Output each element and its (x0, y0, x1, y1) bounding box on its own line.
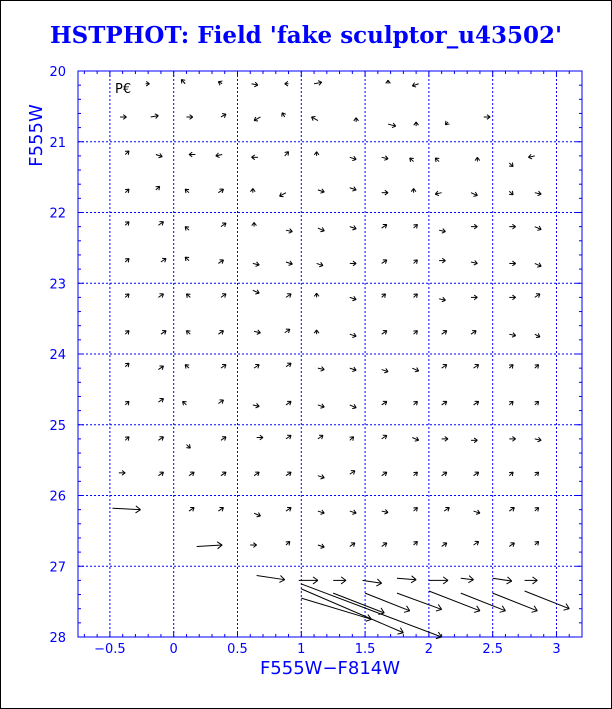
vector-arrow (474, 401, 479, 405)
vector-arrow (439, 229, 445, 234)
x-tick-label: 0 (169, 642, 178, 657)
vector-arrow (301, 598, 371, 621)
vector-arrow (413, 472, 417, 476)
vector-arrow (185, 365, 189, 369)
vector-arrow (535, 226, 541, 230)
vector-arrow (317, 262, 323, 266)
vector-arrow (509, 295, 515, 300)
vector-arrow (185, 227, 189, 231)
vector-arrow (221, 294, 226, 298)
vector-arrow (257, 575, 285, 582)
vector-arrow (197, 542, 223, 549)
vector-arrow (350, 510, 356, 514)
vector-arrow (185, 257, 189, 261)
vector-arrow (382, 401, 387, 405)
vector-arrow (186, 115, 192, 120)
vector-arrow (354, 118, 359, 122)
vector-arrow (435, 158, 439, 162)
vector-arrow (286, 435, 291, 439)
chart-title: HSTPHOT: Field 'fake sculptor_u43502' (49, 22, 563, 49)
vector-arrow (413, 294, 417, 298)
vector-arrow (158, 437, 163, 441)
vector-arrow (125, 363, 129, 367)
vector-arrow (413, 401, 417, 405)
vector-arrow (161, 258, 166, 262)
vector-arrow (414, 122, 419, 126)
vector-arrow (535, 294, 540, 298)
vector-arrow (474, 510, 480, 514)
y-tick-label: 22 (49, 206, 66, 222)
vector-arrow (181, 79, 185, 83)
vector-arrow (185, 189, 189, 193)
vector-arrow (112, 506, 140, 513)
y-tick-label: 20 (49, 65, 66, 80)
vector-arrow (253, 262, 259, 267)
vector-arrow (365, 593, 410, 612)
vector-arrow (218, 189, 223, 193)
vector-arrow (471, 438, 477, 443)
vector-arrow (509, 365, 513, 369)
vector-arrow (146, 81, 150, 86)
vector-arrow (218, 400, 223, 404)
vector-arrow (350, 187, 356, 191)
vector-arrow (382, 294, 386, 298)
vector-arrow (382, 190, 388, 195)
vector-arrow (301, 589, 403, 634)
vector-arrow (411, 188, 416, 192)
vector-arrow (461, 576, 474, 583)
vector-arrow (286, 541, 290, 545)
vector-arrow (254, 330, 260, 335)
vector-arrow (471, 295, 477, 300)
vector-arrow (445, 121, 449, 125)
vector-arrow (333, 593, 384, 614)
vector-arrow (161, 331, 166, 335)
y-tick-label: 28 (49, 631, 66, 646)
vector-arrow (318, 367, 324, 372)
vector-arrow (528, 154, 534, 159)
vector-arrow (350, 261, 356, 266)
vector-arrow (382, 224, 387, 228)
vector-arrow (535, 541, 539, 545)
vector-arrow (509, 401, 513, 405)
vector-arrow (475, 157, 480, 161)
vector-arrow (439, 258, 445, 263)
vector-arrow (412, 368, 418, 372)
vector-arrow (119, 471, 125, 476)
vector-arrow (156, 186, 160, 190)
vector-arrow (254, 365, 259, 369)
vector-arrow (471, 192, 477, 196)
vector-arrow (509, 507, 514, 511)
y-tick-label: 23 (49, 277, 66, 293)
vector-arrow (189, 507, 194, 511)
vector-arrow (382, 368, 388, 372)
vector-arrow (535, 401, 539, 405)
vector-arrow (350, 471, 355, 475)
vector-arrow (318, 189, 324, 193)
vector-arrow (186, 294, 190, 298)
vector-arrow (509, 261, 515, 266)
vector-arrow (282, 113, 286, 117)
vector-arrow (285, 81, 289, 86)
vector-arrow (318, 544, 324, 548)
vector-arrow (125, 258, 129, 262)
vector-arrow (509, 163, 513, 167)
vector-arrow (535, 472, 539, 476)
vector-arrow (286, 363, 291, 367)
vector-arrow (254, 472, 259, 476)
vector-arrow (158, 294, 163, 298)
vector-arrow (318, 510, 324, 514)
vector-arrow (125, 151, 129, 155)
vector-arrow (158, 222, 163, 226)
vector-arrow (183, 401, 187, 405)
vector-arrow (286, 401, 291, 405)
x-tick-label: 2 (424, 642, 434, 657)
vector-arrow (509, 472, 513, 476)
vector-arrow (525, 591, 570, 610)
vector-arrow (413, 260, 417, 264)
vector-arrow (382, 472, 387, 476)
vector-arrow (382, 260, 387, 264)
vector-arrow (388, 123, 396, 128)
vector-arrow (250, 188, 255, 192)
vector-arrow (151, 114, 159, 119)
vector-arrows (112, 79, 569, 638)
vector-arrow (125, 401, 129, 405)
vector-arrow (253, 290, 259, 294)
x-tick-label: 1 (297, 642, 306, 657)
vector-arrow (253, 403, 259, 408)
vector-arrow (299, 577, 318, 584)
vector-arrow (471, 331, 476, 335)
vector-arrow (286, 261, 292, 265)
vector-arrow (125, 437, 129, 441)
vector-arrow (442, 331, 447, 335)
vector-arrow (386, 80, 391, 84)
vector-arrow (350, 543, 355, 547)
vector-arrow (218, 81, 222, 85)
vector-arrow (286, 507, 291, 511)
vector-arrow (286, 472, 291, 476)
vector-arrow (412, 83, 418, 87)
vector-arrow (318, 475, 324, 479)
vector-arrow (350, 367, 356, 371)
vector-arrow (442, 401, 447, 405)
vector-arrow (314, 152, 319, 156)
vector-arrow (350, 437, 354, 441)
vector-arrow (218, 507, 223, 511)
vector-arrow (382, 509, 388, 514)
x-tick-label: 1.5 (354, 642, 376, 657)
vector-arrow (471, 224, 477, 229)
vector-arrow (186, 444, 190, 448)
vector-arrow (285, 329, 290, 333)
y-tick-label: 21 (49, 135, 66, 151)
vector-arrow (350, 226, 356, 230)
vector-arrow (120, 115, 126, 120)
vector-arrow (535, 508, 539, 512)
vector-arrow (350, 156, 356, 160)
vector-arrow (221, 114, 226, 118)
vector-arrow (382, 156, 388, 161)
vector-arrow (474, 541, 479, 545)
vector-arrow (429, 577, 448, 584)
vector-arrow (474, 365, 479, 369)
y-tick-label: 25 (49, 418, 66, 434)
vector-arrow (125, 331, 129, 335)
vector-arrow (382, 435, 387, 439)
vector-arrow (218, 331, 223, 335)
vector-arrow (125, 294, 129, 298)
vector-arrow (493, 577, 512, 584)
vector-arrow (474, 472, 479, 476)
vector-arrow (350, 404, 356, 408)
corner-label: P€ (115, 82, 132, 97)
vector-arrow (216, 153, 222, 158)
x-tick-label: 2.5 (482, 642, 504, 657)
vector-arrow (286, 229, 292, 234)
vector-arrow (257, 435, 263, 440)
vector-arrow (314, 293, 319, 297)
vector-arrow (412, 437, 418, 441)
vector-arrow (254, 513, 260, 517)
vector-arrow (413, 331, 417, 335)
x-tick-label: 3 (552, 642, 561, 657)
vector-arrow (535, 333, 540, 337)
grid-lines (78, 71, 582, 637)
vector-arrow (509, 543, 514, 547)
vector-arrow (509, 333, 515, 338)
vector-arrow (314, 81, 322, 86)
vector-arrow (252, 82, 258, 87)
vector-arrow (280, 193, 286, 197)
axis-ticks (49, 65, 582, 657)
vector-arrow (442, 437, 448, 442)
vector-arrow (221, 472, 226, 476)
x-axis-label: F555W−F814W (259, 658, 401, 679)
vector-arrow (156, 153, 162, 157)
vector-arrow (333, 577, 346, 584)
vector-arrow (318, 227, 324, 231)
vector-arrow (435, 191, 441, 196)
vector-arrow (158, 472, 163, 476)
vector-arrow (535, 365, 539, 369)
vector-arrow (509, 224, 515, 229)
vector-arrow (413, 508, 417, 512)
vector-arrow (410, 158, 414, 162)
vector-arrow (535, 437, 541, 442)
vector-arrow (254, 117, 260, 121)
vector-arrow (221, 365, 226, 369)
vector-arrow (252, 155, 258, 160)
vector-arrow (397, 576, 416, 583)
vector-arrow (413, 225, 417, 229)
vector-arrow (301, 584, 441, 639)
vector-arrow (189, 152, 195, 157)
y-tick-label: 27 (49, 560, 66, 576)
vector-arrow (221, 223, 226, 227)
vector-arrow (250, 543, 256, 548)
vector-arrow (158, 398, 163, 402)
vector-arrow (509, 191, 513, 195)
x-tick-label: −0.5 (94, 642, 126, 657)
vector-arrow (509, 437, 515, 442)
vector-arrow (286, 294, 291, 298)
vector-arrow (442, 365, 447, 369)
vector-arrow (535, 191, 541, 196)
vector-arrow (218, 260, 223, 264)
vector-arrow (442, 543, 447, 547)
y-axis-label: F555W (26, 104, 47, 167)
vector-arrow (252, 222, 257, 226)
vector-arrow (350, 333, 356, 337)
vector-arrow (439, 297, 445, 302)
vector-arrow (158, 366, 163, 370)
vector-arrow (186, 331, 190, 335)
vector-arrow (413, 541, 417, 545)
y-tick-label: 26 (49, 489, 66, 505)
vector-arrow (535, 263, 541, 267)
vector-arrow (525, 577, 538, 584)
vector-arrow (350, 296, 356, 300)
vector-arrow (189, 472, 194, 476)
vector-arrow (493, 593, 538, 612)
vector-arrow (382, 543, 387, 547)
vector-arrow (314, 330, 319, 334)
vector-arrow (471, 260, 477, 265)
x-tick-label: 0.5 (227, 642, 248, 657)
vector-arrow (429, 591, 480, 612)
vector-arrow (311, 117, 317, 121)
vector-arrow (318, 435, 323, 439)
vector-arrow (444, 507, 449, 511)
vector-arrow (125, 189, 129, 193)
vector-arrow (285, 152, 289, 156)
vector-arrow (484, 115, 490, 120)
vector-arrow (221, 437, 226, 441)
vector-arrow (442, 472, 447, 476)
y-tick-label: 24 (49, 348, 66, 363)
vector-arrow (125, 222, 129, 226)
vector-arrow (318, 404, 324, 408)
vector-arrow (382, 331, 387, 335)
